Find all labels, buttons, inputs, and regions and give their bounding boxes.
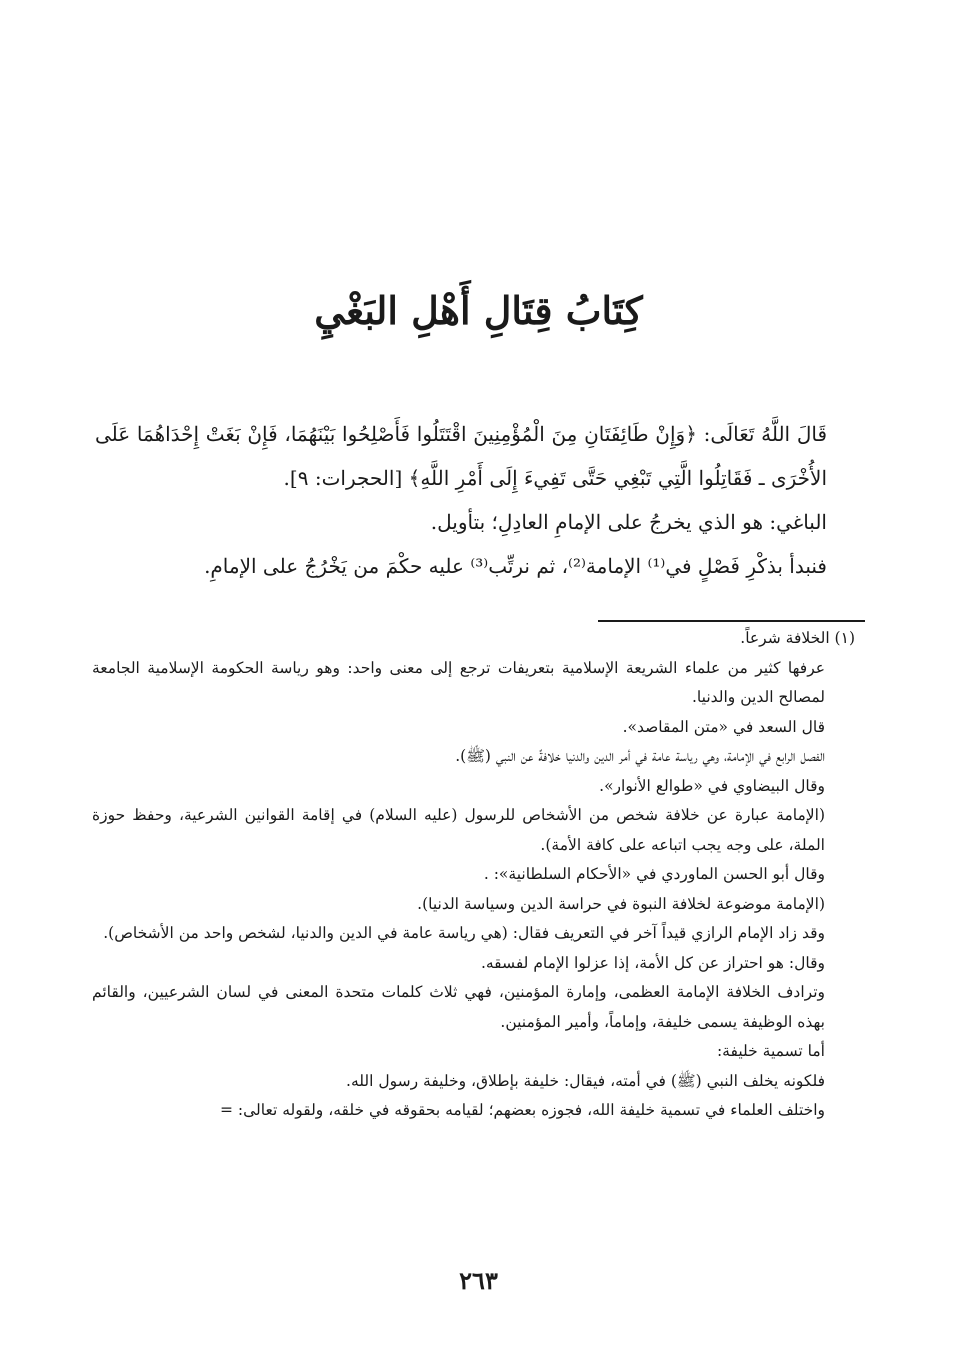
footnote-line: وقال: هو احتراز عن كل الأمة، إذا عزلوا الإمام لفسقه. — [480, 953, 825, 972]
footnote-divider — [598, 620, 865, 622]
footnote-line: وترادف الخلافة الإمامة العظمى، وإمارة المؤمنين، فهي ثلاث كلمات متحدة المعنى في لسان الشرعيين، والقائم بهذه الوظيفة يسمى خليفة، وإماماً، وأمير المؤمنين. — [92, 983, 825, 1031]
footnote-line: (الإمامة موضوعة لخلافة النبوة في حراسة الدين وسياسة الدنيا). — [417, 894, 825, 913]
footnote-line: وقال أبو الحسن الماوردي في «الأحكام السلطانية»: . — [483, 865, 825, 883]
footnotes — [92, 624, 867, 1126]
footnote-line: الفصل الرابع في الإمامة، وهي رياسة عامة في أمر الدين والدنيا خلافةً عن النبي (ﷺ). — [455, 747, 825, 765]
footnote-heading: (١) الخلافة شرعاً. — [740, 629, 855, 647]
quran-verse-paragraph: قَالَ اللَّهُ تَعَالَى: ﴿وَإِنْ طَائِفَتَانِ مِنَ الْمُؤْمِنِينَ اقْتَتَلُوا فَأَصْلِحُوا بَيْنَهُمَا، فَإِنْ بَغَتْ إِحْدَاهُمَا عَلَى الأُخْرَى ـ فَقَاتِلُوا الَّتِي تَبْغِي حَتَّى تَفِيءَ إِلَى أَمْرِ اللَّهِ﴾ [الحجرات: ٩]. — [95, 422, 828, 490]
footnote-line: فلكونه يخلف النبي (ﷺ) في أمته، فيقال: خليفة بإطلاق، وخليفة رسول الله. — [346, 1071, 825, 1090]
footnote-line: عرفها كثير من علماء الشريعة الإسلامية بتعريفات ترجع إلى معنى واحد: وهو رياسة الحكومة الإسلامية الجامعة لمصالح الدين والدنيا. — [92, 658, 825, 706]
main-text — [95, 412, 865, 588]
definition-paragraph: الباغي: هو الذي يخرجُ على الإمامِ العادِلِ؛ بتأويل. — [430, 510, 827, 534]
footnote-line: قال السعد في «متن المقاصد». — [622, 717, 825, 736]
chapter-title: كِتَابُ قِتَالِ أَهْلِ البَغْيِ — [314, 288, 643, 333]
page-number: ٢٦٣ — [459, 1266, 498, 1295]
footnote-line: أما تسمية خليفة: — [716, 1042, 825, 1060]
footnote-line: واختلف العلماء في تسمية خليفة الله، فجوزه بعضهم؛ لقيامه بحقوقه في خلقه، ولقوله تعالى: = — [219, 1101, 825, 1119]
footnote-line: وقال البيضاوي في «طوالع الأنوار». — [599, 776, 825, 795]
footnote-line: (الإمامة عبارة عن خلافة شخص من الأشخاص للرسول (عليه السلام) في إقامة القوانين الشرعية، وحفظ حوزة الملة، على وجه يجب اتباعه على كافة الأمة). — [92, 806, 825, 854]
footnote-line: وقد زاد الإمام الرازي قيداً آخر في التعريف فقال: (هي رياسة عامة في الدين والدنيا، لشخص واحد من الأشخاص). — [103, 924, 825, 942]
intro-paragraph: فنبدأ بذكْرِ فَصْلٍ في⁽¹⁾ الإمامة⁽²⁾، ثم نرتِّب⁽³⁾ عليه حكْمَ من يَخْرُجُ على الإمامِ. — [204, 554, 827, 578]
